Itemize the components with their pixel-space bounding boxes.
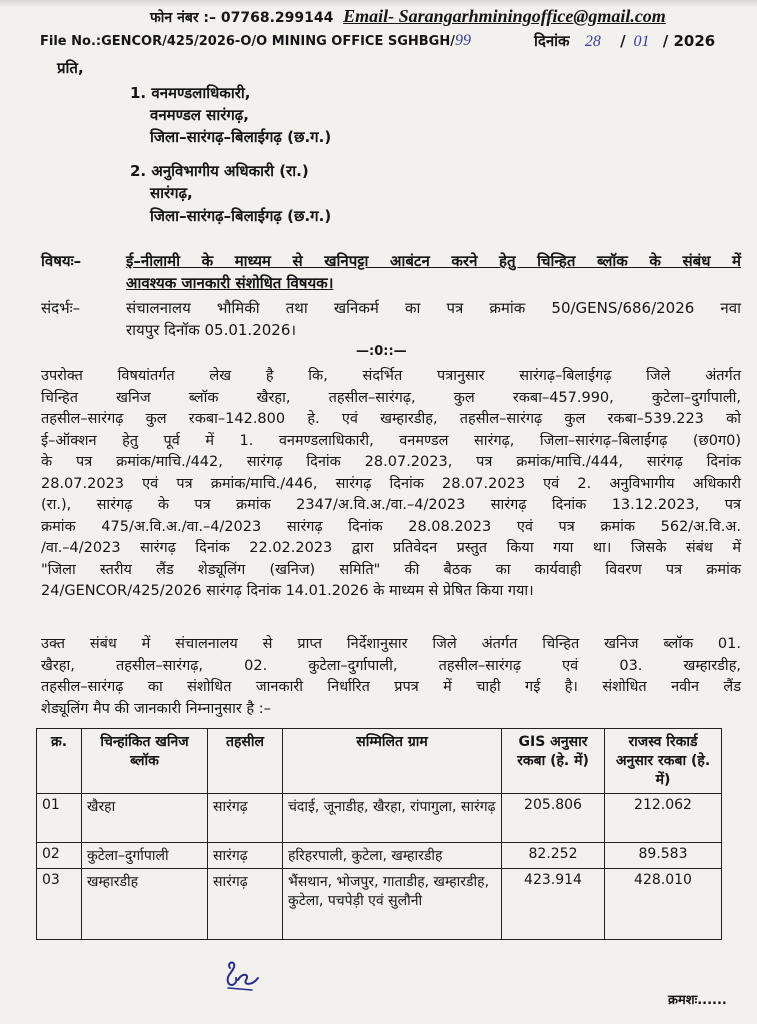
para2-line: तहसील–सारंगढ़ का संशोधित जानकारी निर्धारित प्रपत्र में चाही गई है। संशोधित नवीन लैंड xyxy=(41,679,741,695)
para1-line: 24/GENCOR/425/2026 सारंगढ़ दिनांक 14.01.2026 के माध्यम से प्रेषित किया गया। xyxy=(41,583,534,599)
table-row xyxy=(37,843,722,869)
cell-tehsil: सारंगढ़ xyxy=(208,869,283,940)
col-header-revenue-area: राजस्व रिकार्ड अनुसार रकबा (हे. में) xyxy=(605,729,722,794)
subject-line1: ई–नीलामी के माध्यम से खनिपट्टा आबंटन करने हेतु चिन्हित ब्लॉक के संबंध में xyxy=(126,252,741,270)
recipient-1-line2: वनमण्डल सारंगढ़, xyxy=(150,106,249,124)
letter-date: दिनांक 28 / 01 / 2026 xyxy=(534,32,716,50)
para1-line: /वा.–4/2023 सारंगढ़ दिनांक 22.02.2023 द्वारा प्रतिवेदन प्रस्तुत किया गया था। जिसके संबंध में xyxy=(41,540,741,556)
continued-marker: क्रमशः...... xyxy=(668,993,727,1008)
date-day: 28 xyxy=(584,33,601,50)
reference-line1: संचालनालय भौमिकी तथा खनिकर्म का पत्र क्रमांक 50/GENS/686/2026 नवा xyxy=(126,299,741,317)
contact-line xyxy=(150,6,666,27)
cell-villages: भैंसथान, भोजपुर, गाताडीह, खम्हारडीह, कुटेला, पचपेड़ी एवं सुलौनी xyxy=(283,869,502,940)
paragraph-1 xyxy=(41,366,741,603)
cell-revenue-area: 89.583 xyxy=(605,843,722,869)
para1-line: "जिला स्तरीय लैंड शेड्यूलिंग (खनिज) समिति" की बैठक का कार्यवाही विवरण पत्र क्रमांक xyxy=(41,561,741,578)
paragraph-2 xyxy=(41,634,741,720)
phone-number: फोन नंबर :– 07768.299144 xyxy=(150,10,334,26)
subject-label: विषयः– xyxy=(41,252,82,270)
para1-line: के पत्र क्रमांक/माचि./442, सारंगढ़ दिनांक 28.07.2023, पत्र क्रमांक/माचि./444, सारंगढ़ दिनांक xyxy=(41,454,741,470)
cell-tehsil: सारंगढ़ xyxy=(208,843,283,869)
prati: प्रति, xyxy=(57,59,84,77)
para1-line: उपरोक्त विषयांतर्गत लेख है कि, संदर्भित पत्रानुसार सारंगढ़–बिलाईगढ़ जिले अंतर्गत xyxy=(41,368,741,384)
cell-villages: हरिहरपाली, कुटेला, खम्हारडीह xyxy=(283,843,502,869)
date-label: दिनांक xyxy=(534,32,570,50)
para2-line: शेड्यूलिंग मैप की जानकारी निम्नानुसार है :– xyxy=(41,700,271,717)
file-number-text: File No.:GENCOR/425/2026-O/O MINING OFFICE SGHBGH/ xyxy=(40,34,455,49)
col-header-gis-area: GIS अनुसार रकबा (हे. में) xyxy=(502,729,605,794)
cell-block: कुटेला–दुर्गापाली xyxy=(82,843,208,869)
cell-gis-area: 205.806 xyxy=(502,794,605,843)
cell-revenue-area: 428.010 xyxy=(605,869,722,940)
para2-line: उक्त संबंध में संचालनालय से प्राप्त निर्देशानुसार जिले अंतर्गत चिन्हित खनिज ब्लॉक 01. xyxy=(41,636,741,652)
para1-line: क्रमांक 475/अ.वि.अ./वा.–4/2023 सारंगढ़ दिनांक 28.08.2023 एवं पत्र क्रमांक 562/अ.वि.अ. xyxy=(41,518,741,535)
email-address: Email- Sarangarhminingoffice@gmail.com xyxy=(343,6,666,26)
para1-line: तहसील–सारंगढ़ कुल रकबा–142.800 हे. एवं खम्हारडीह, तहसील–सारंगढ़ कुल रकबा–539.223 को xyxy=(41,411,741,427)
signature-initials xyxy=(222,958,262,994)
block-details-table xyxy=(36,728,722,940)
para1-line: (रा.), सारंगढ़ के पत्र क्रमांक 2347/अ.वि.अ./वा.–4/2023 सारंगढ़ दिनांक 13.12.2023, पत्र xyxy=(41,497,741,513)
para1-line: ई–ऑक्शन हेतु पूर्व में 1. वनमण्डलाधिकारी, वनमण्डल सारंगढ़, जिला–सारंगढ़–बिलाईगढ़ (छ0ग0) xyxy=(41,432,741,449)
section-divider: —:0::— xyxy=(356,344,407,359)
date-year: / 2026 xyxy=(662,32,716,50)
table-row xyxy=(37,869,722,940)
cell-tehsil: सारंगढ़ xyxy=(208,794,283,843)
subject-line2: आवश्यक जानकारी संशोधित विषयक। xyxy=(126,274,334,292)
file-number xyxy=(40,32,471,50)
col-header-sn: क्र. xyxy=(37,729,82,794)
recipient-1-line1: 1. वनमण्डलाधिकारी, xyxy=(130,84,251,102)
cell-block: खम्हारडीह xyxy=(82,869,208,940)
file-number-handwritten: 99 xyxy=(454,32,471,49)
table-row xyxy=(37,794,722,843)
recipient-2-line2: सारंगढ़, xyxy=(150,184,193,202)
col-header-block: चिन्हांकित खनिज ब्लॉक xyxy=(82,729,208,794)
cell-villages: चंदाई, जूनाडीह, खैरहा, रांपागुला, सारंगढ़ xyxy=(283,794,502,843)
recipient-2-line3: जिला–सारंगढ़–बिलाईगढ़ (छ.ग.) xyxy=(150,207,332,225)
para2-line: खैरहा, तहसील–सारंगढ़, 02. कुटेला–दुर्गापाली, तहसील–सारंगढ़ एवं 03. खम्हारडीह, xyxy=(41,657,741,674)
cell-gis-area: 423.914 xyxy=(502,869,605,940)
para1-line: चिन्हित खनिज ब्लॉक खैरहा, तहसील–सारंगढ़, कुल रकबा–457.990, कुटेला–दुर्गापाली, xyxy=(41,389,741,406)
para1-line: 28.07.2023 एवं पत्र क्रमांक/माचि./446, सारंगढ़ दिनांक 28.07.2023 एवं 2. अनुविभागीय अधिकारी xyxy=(41,475,741,492)
reference-line2: रायपुर दिनॉक 05.01.2026। xyxy=(126,321,297,339)
date-month: 01 xyxy=(633,33,650,50)
col-header-tehsil: तहसील xyxy=(208,729,283,794)
cell-revenue-area: 212.062 xyxy=(605,794,722,843)
cell-sn: 02 xyxy=(37,843,82,869)
recipient-1-line3: जिला–सारंगढ़–बिलाईगढ़ (छ.ग.) xyxy=(150,128,332,146)
cell-gis-area: 82.252 xyxy=(502,843,605,869)
cell-block: खैरहा xyxy=(82,794,208,843)
cell-sn: 03 xyxy=(37,869,82,940)
recipient-2-line1: 2. अनुविभागीय अधिकारी (रा.) xyxy=(130,162,309,180)
col-header-villages: सम्मिलित ग्राम xyxy=(283,729,502,794)
cell-sn: 01 xyxy=(37,794,82,843)
table-header-row xyxy=(37,729,722,794)
reference-label: संदर्भः– xyxy=(41,299,81,317)
